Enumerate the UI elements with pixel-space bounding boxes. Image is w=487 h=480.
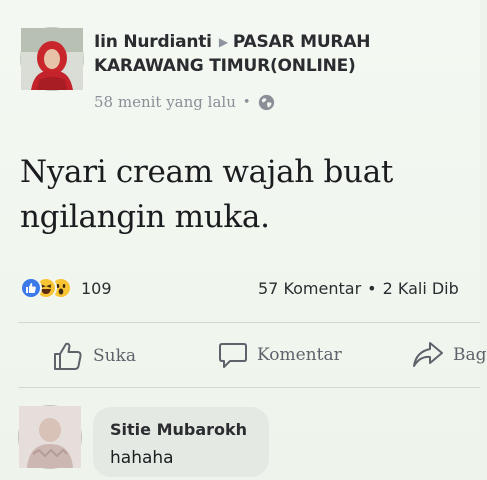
post-text <box>20 150 460 240</box>
post-meta <box>94 93 275 111</box>
like-icon <box>20 277 42 299</box>
share-arrow-icon <box>412 340 444 370</box>
like-button[interactable] <box>52 340 136 372</box>
thumbs-up-icon <box>52 340 84 372</box>
commenter-name[interactable]: Sitie Mubarokh <box>110 420 248 439</box>
comment-label: Komentar <box>257 345 342 365</box>
engagement-stats <box>258 279 459 298</box>
author-photo <box>21 28 83 90</box>
author-avatar[interactable] <box>20 27 84 91</box>
separator-dot: • <box>367 279 377 298</box>
like-label: Suka <box>93 346 137 366</box>
share-button[interactable] <box>412 340 487 370</box>
comment-count[interactable]: 57 Komentar <box>258 279 362 298</box>
globe-icon <box>258 94 275 111</box>
commenter-photo <box>19 406 81 468</box>
reactions-summary[interactable] <box>20 277 112 299</box>
divider <box>18 387 480 388</box>
post-text-line: Nyari cream wajah buat <box>20 154 394 190</box>
post-timestamp[interactable]: 58 menit yang lalu <box>94 93 236 111</box>
divider <box>18 322 480 323</box>
commenter-avatar[interactable] <box>18 405 82 469</box>
post-text-line: ngilangin muka. <box>20 199 270 235</box>
share-label: Bag <box>453 345 487 365</box>
comment-button[interactable] <box>218 340 342 370</box>
post-header <box>94 30 474 78</box>
comment-text: hahaha <box>110 448 174 468</box>
group-name[interactable]: PASAR MURAH KARAWANG TIMUR(ONLINE) <box>94 32 371 76</box>
comment-bubble-icon <box>218 340 248 370</box>
separator-dot: • <box>242 94 251 110</box>
author-name[interactable]: Iin Nurdianti <box>94 32 212 52</box>
reaction-count: 109 <box>81 278 112 298</box>
arrow-right-icon: ▶ <box>218 35 228 49</box>
share-count[interactable]: 2 Kali Dib <box>382 279 459 298</box>
